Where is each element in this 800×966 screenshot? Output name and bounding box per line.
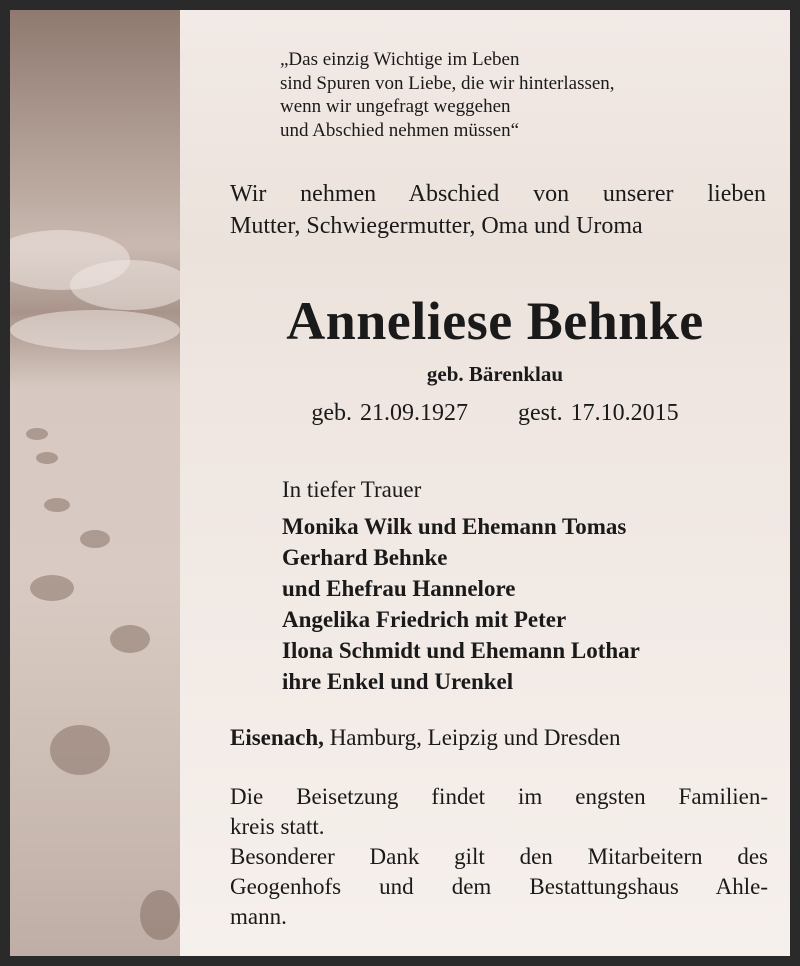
birth-date: geb. 21.09.1927 xyxy=(311,400,468,426)
deceased-name: Anneliese Behnke xyxy=(286,291,704,351)
mourners xyxy=(282,474,640,697)
notice-line: kreis statt. xyxy=(230,814,325,839)
family-member: und Ehefrau Hannelore xyxy=(282,576,516,601)
quote-line: wenn wir ungefragt weggehen xyxy=(280,96,511,117)
farewell-intro xyxy=(230,178,766,242)
intro-line: Wir nehmen Abschied von unserer lieben xyxy=(230,181,766,207)
mourning-heading: In tiefer Trauer xyxy=(282,477,422,502)
quote xyxy=(280,48,615,142)
other-places: Hamburg, Leipzig und Dresden xyxy=(329,725,621,750)
family-member: Gerhard Behnke xyxy=(282,545,448,570)
quote-line: und Abschied nehmen müssen“ xyxy=(280,119,520,141)
maiden-name: geb. Bärenklau xyxy=(426,362,564,386)
places xyxy=(230,725,621,751)
footprints-sand-photo xyxy=(10,10,180,956)
family-member: Angelika Friedrich mit Peter xyxy=(282,607,567,632)
notice-line: Geogenhofs und dem Bestattungshaus Ahle- xyxy=(230,874,768,899)
intro-line: Mutter, Schwiegermutter, Oma und Uroma xyxy=(230,213,643,239)
life-dates xyxy=(180,400,800,427)
family-member: ihre Enkel und Urenkel xyxy=(282,669,514,694)
family-member: Ilona Schmidt und Ehemann Lothar xyxy=(282,638,640,663)
quote-line: „Das einzig Wichtige im Leben xyxy=(280,49,520,70)
death-date: gest. 17.10.2015 xyxy=(517,400,679,426)
notice-line: Besonderer Dank gilt den Mitarbeitern des xyxy=(230,844,768,869)
funeral-notice xyxy=(230,782,768,932)
notice-line: mann. xyxy=(230,904,287,929)
obituary-content xyxy=(180,10,800,956)
quote-line: sind Spuren von Liebe, die wir hinterlassen, xyxy=(280,72,615,94)
main-place: Eisenach, xyxy=(230,725,324,750)
family-member: Monika Wilk und Ehemann Tomas xyxy=(282,514,627,539)
family-list xyxy=(282,511,640,697)
notice-line: Die Beisetzung findet im engsten Familien- xyxy=(230,784,768,809)
